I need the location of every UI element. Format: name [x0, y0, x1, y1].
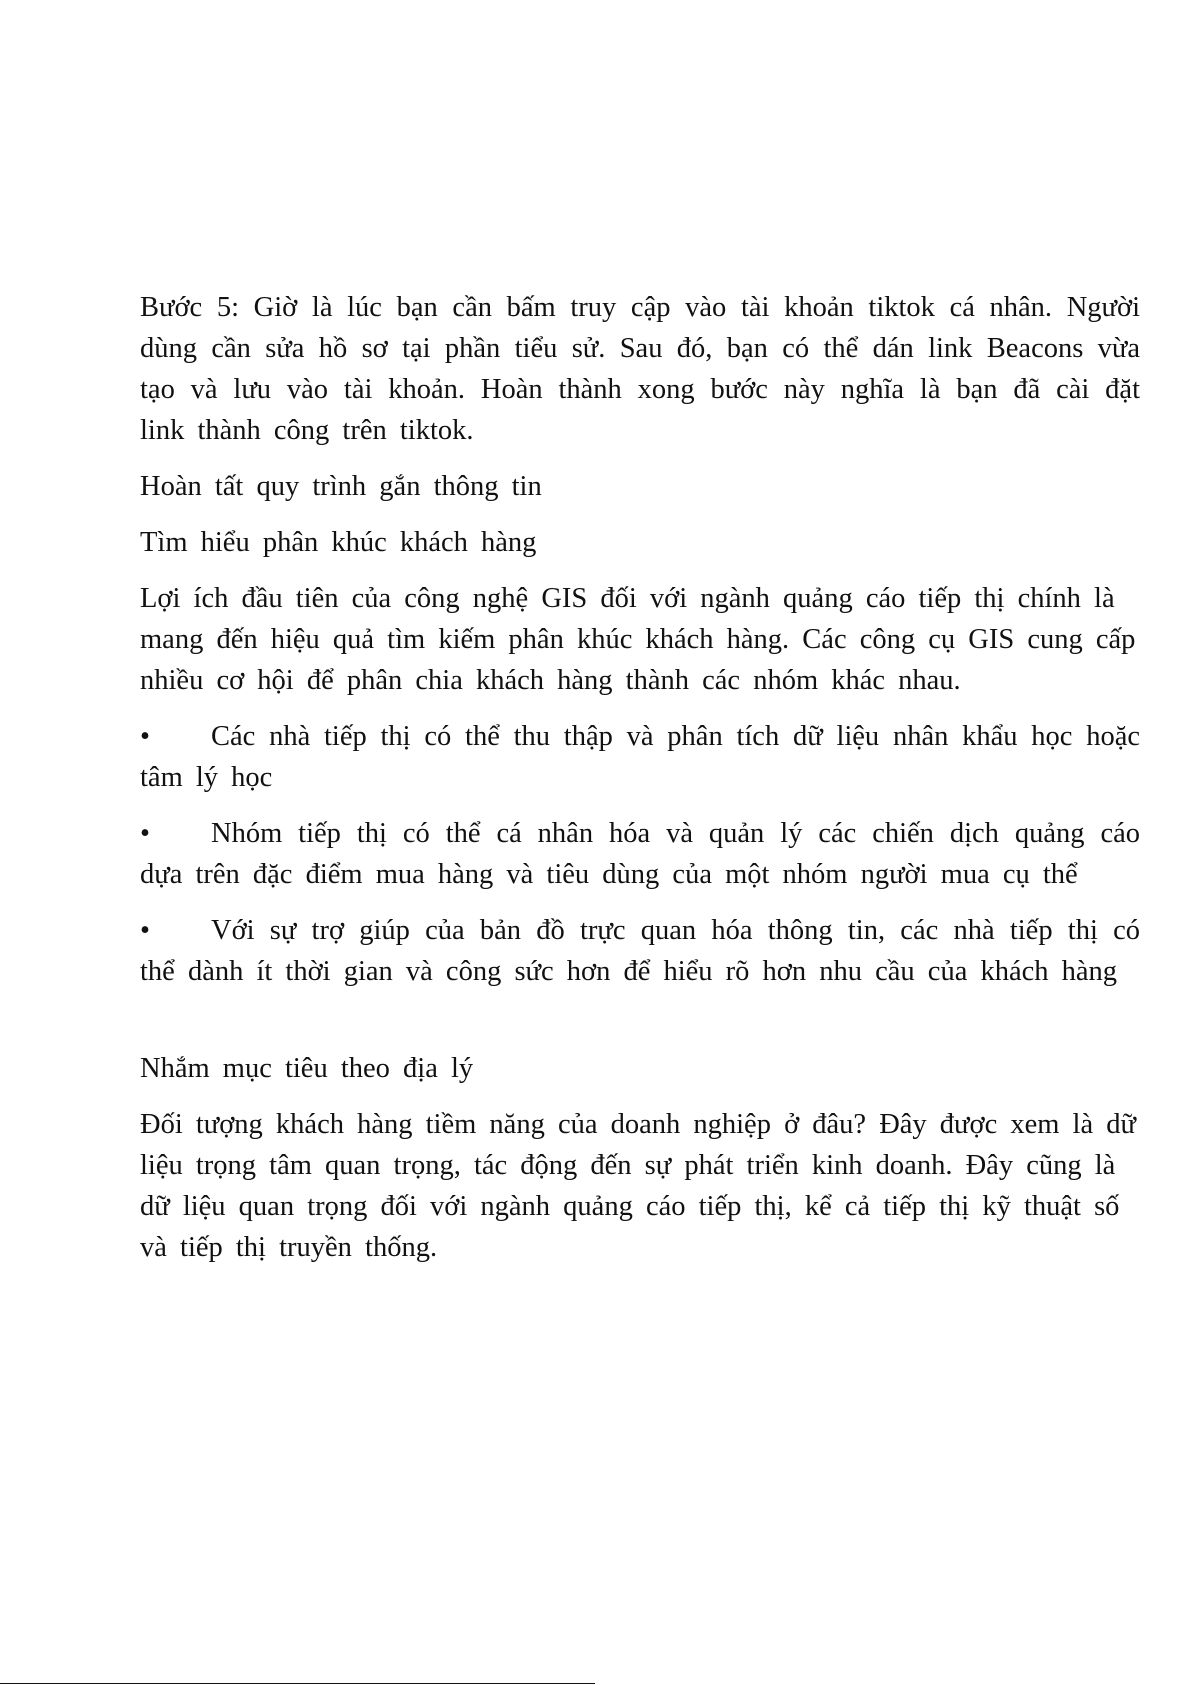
footnote-separator-line: [0, 1683, 595, 1684]
heading-customer-segmentation: Tìm hiểu phân khúc khách hàng: [140, 527, 537, 558]
bullet-marker: •: [140, 721, 150, 752]
heading-geographic-targeting: Nhắm mục tiêu theo địa lý: [140, 1053, 474, 1084]
bullet-item-1: [140, 716, 1140, 798]
bullet-text: Các nhà tiếp thị có thể thu thập và phân tích dữ liệu nhân khẩu học hoặc tâm lý học: [140, 721, 1140, 793]
bullet-item-2: [140, 813, 1140, 895]
bullet-marker: •: [140, 818, 150, 849]
document-body: [140, 287, 1140, 1268]
heading-complete-process: Hoàn tất quy trình gắn thông tin: [140, 471, 542, 502]
paragraph-gis-benefit: Lợi ích đầu tiên của công nghệ GIS đối với ngành quảng cáo tiếp thị chính là mang đến hiệu quả tìm kiếm phân khúc khách hàng. Các công cụ GIS cung cấp nhiều cơ hội để phân chia khách hàng thành các nhóm khác nhau.: [140, 583, 1136, 696]
bullet-text: Nhóm tiếp thị có thể cá nhân hóa và quản lý các chiến dịch quảng cáo dựa trên đặc điểm mua hàng và tiêu dùng của một nhóm người mua cụ thể: [140, 818, 1140, 890]
bullet-item-3: [140, 910, 1140, 992]
paragraph-potential-customers: Đối tượng khách hàng tiềm năng của doanh nghiệp ở đâu? Đây được xem là dữ liệu trọng tâm quan trọng, tác động đến sự phát triển kinh doanh. Đây cũng là dữ liệu quan trọng đối với ngành quảng cáo tiếp thị, kể cả tiếp thị kỹ thuật số và tiếp thị truyền thống.: [140, 1109, 1136, 1263]
bullet-text: Với sự trợ giúp của bản đồ trực quan hóa thông tin, các nhà tiếp thị có thể dành ít thời gian và công sức hơn để hiểu rõ hơn nhu cầu của khách hàng: [140, 915, 1140, 987]
bullet-marker: •: [140, 915, 150, 946]
paragraph-step-5: Bước 5: Giờ là lúc bạn cần bấm truy cập vào tài khoản tiktok cá nhân. Người dùng cần sửa hồ sơ tại phần tiểu sử. Sau đó, bạn có thể dán link Beacons vừa tạo và lưu vào tài khoản. Hoàn thành xong bước này nghĩa là bạn đã cài đặt link thành công trên tiktok.: [140, 292, 1140, 446]
